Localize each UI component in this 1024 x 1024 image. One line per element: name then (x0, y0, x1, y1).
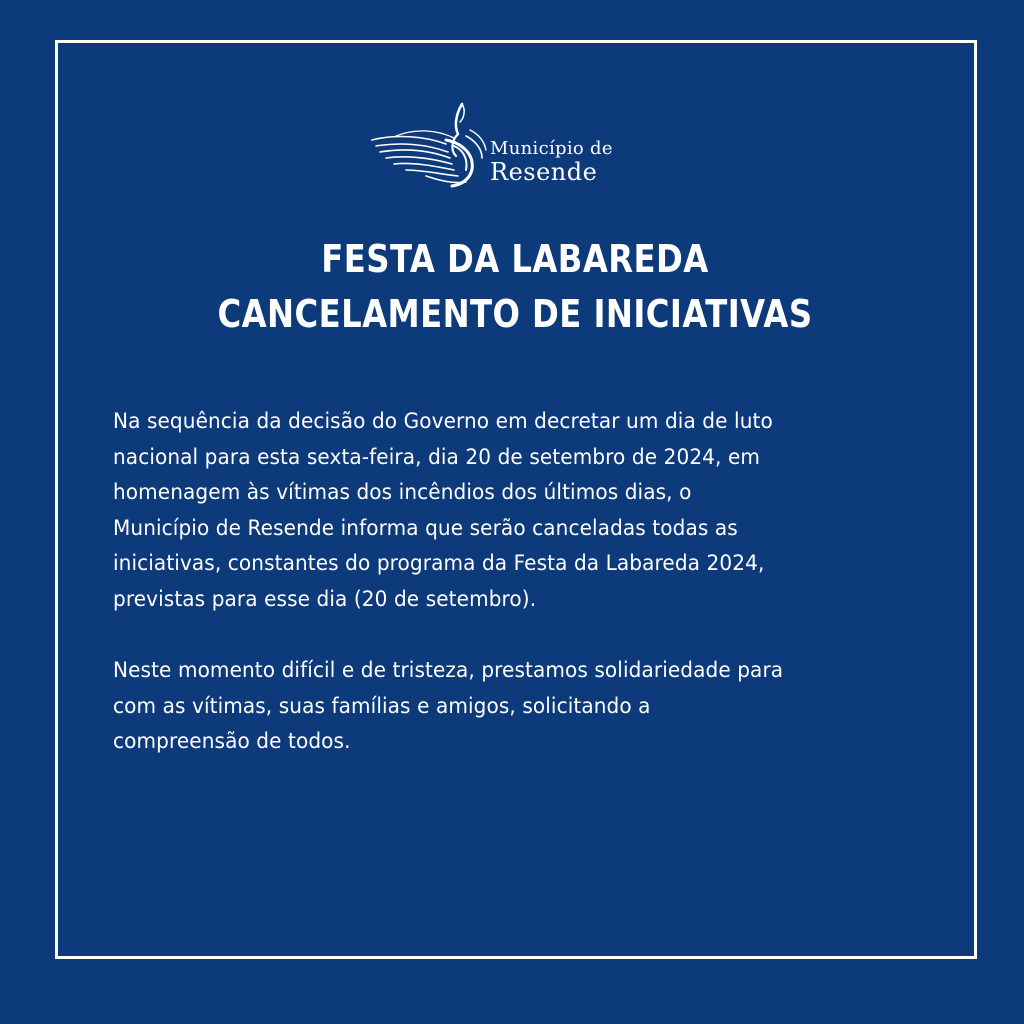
paragraph-line: homenagem às vítimas dos incêndios dos últimos dias, o (113, 480, 692, 504)
logo-text-line1: Município de (490, 138, 613, 159)
title-line1: FESTA DA LABAREDA (321, 237, 709, 281)
paragraph-line: Neste momento difícil e de tristeza, prestamos solidariedade para (113, 658, 784, 682)
page-title (128, 232, 902, 342)
paragraph-line: compreensão de todos. (113, 729, 351, 753)
municipality-emblem-icon (366, 100, 488, 192)
paragraph-line: previstas para esse dia (20 de setembro). (113, 586, 537, 611)
paragraph-line: Município de Resende informa que serão canceladas todas as (113, 515, 738, 540)
municipality-logo (366, 100, 646, 192)
paragraph-line: Na sequência da decisão do Governo em decretar um dia de luto (113, 409, 773, 433)
paragraph-2 (113, 653, 973, 760)
announcement-body (113, 404, 973, 760)
paragraph-line: iniciativas, constantes do programa da Festa da Labareda 2024, (113, 551, 765, 575)
logo-text-line2: Resende (490, 158, 598, 186)
paragraph-line: nacional para esta sexta-feira, dia 20 de setembro de 2024, em (113, 444, 761, 469)
paragraph-line: com as vítimas, suas famílias e amigos, solicitando a (113, 693, 651, 718)
paragraph-1 (113, 404, 973, 617)
title-line2: CANCELAMENTO DE INICIATIVAS (217, 292, 813, 336)
